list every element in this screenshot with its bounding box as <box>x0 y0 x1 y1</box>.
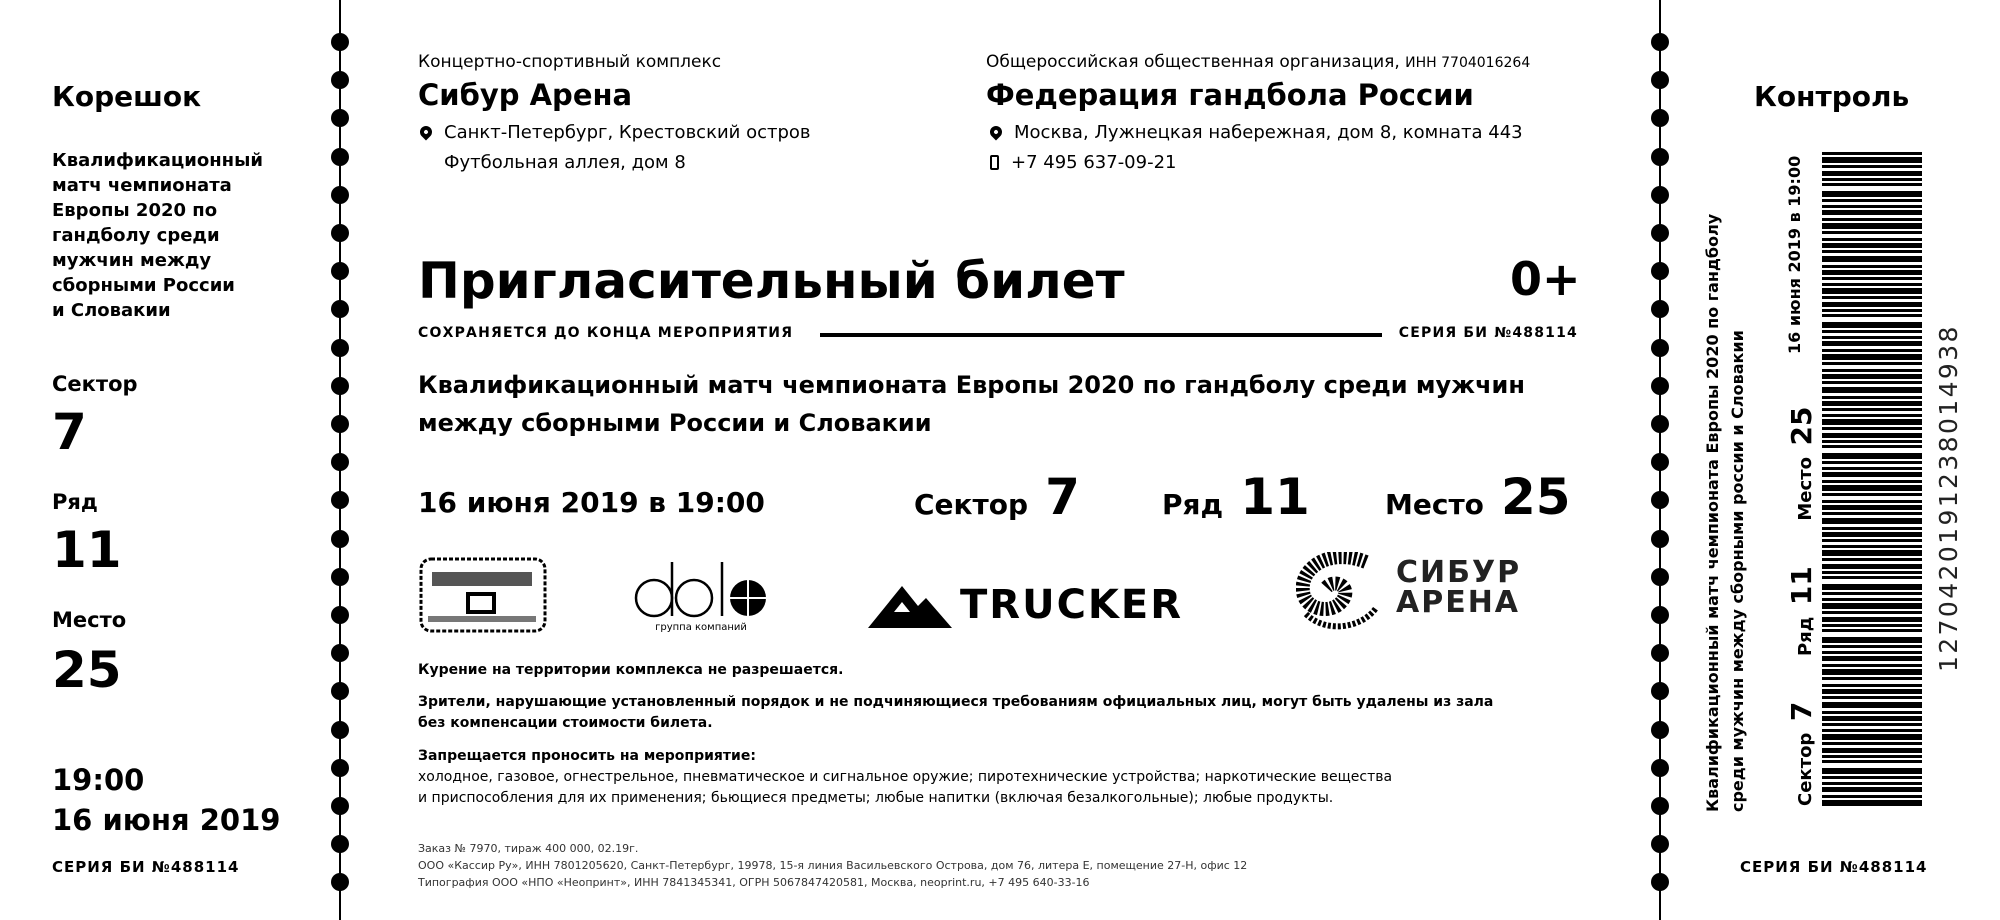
barcode-bar <box>1822 218 1922 221</box>
keep-note-divider <box>820 333 1382 337</box>
barcode-bar <box>1822 302 1922 307</box>
stub-row-value: 11 <box>52 521 122 579</box>
perforation-dot <box>1651 415 1669 433</box>
perforation-dot <box>331 33 349 51</box>
barcode-bar <box>1822 427 1922 430</box>
barcode-bar <box>1822 711 1922 714</box>
barcode-bar <box>1822 664 1922 667</box>
perforation-dot <box>1651 148 1669 166</box>
sibur-wordmark-line2: АРЕНА <box>1396 585 1521 620</box>
barcode-bar <box>1822 645 1922 648</box>
sector-block <box>914 468 1080 526</box>
barcode-bar <box>1822 742 1922 745</box>
perforation-dot <box>331 606 349 624</box>
venue-address <box>420 118 811 178</box>
barcode-bar <box>1822 401 1922 406</box>
smoking-rule: Курение на территории комплекса не разрешается. <box>418 662 844 678</box>
dolo-logo-mark <box>632 556 770 620</box>
barcode-bar <box>1822 336 1922 339</box>
perforation-dot <box>1651 300 1669 318</box>
barcode-bar <box>1822 467 1922 470</box>
forbidden-rule <box>418 746 1518 809</box>
barcode-bar <box>1822 603 1922 609</box>
keep-note: СОХРАНЯЕТСЯ ДО КОНЦА МЕРОПРИЯТИЯ <box>418 325 794 341</box>
barcode-bar <box>1822 171 1922 176</box>
organizer-inn: ИНН 7704016264 <box>1405 55 1531 71</box>
control-series: СЕРИЯ БИ №488114 <box>1740 858 1928 876</box>
sibur-arena-logo <box>1296 552 1578 632</box>
barcode-bar <box>1822 369 1922 372</box>
barcode-bar <box>1822 755 1922 758</box>
perforation-dot <box>1651 530 1669 548</box>
forbidden-line1: холодное, газовое, огнестрельное, пневматическое и сигнальное оружие; пиротехнические устройства; наркотические вещества <box>418 769 1393 785</box>
seat-block <box>1385 468 1571 526</box>
location-pin-icon <box>418 124 435 141</box>
barcode-bar <box>1822 256 1922 262</box>
fine-print-printer: Типография ООО «НПО «Неопринт», ИНН 7841345341, ОГРН 5067847420581, Москва, neoprint.ru, +7 495 640-33-16 <box>418 876 1090 889</box>
perforation-dot <box>1651 453 1669 471</box>
perforation-dot <box>1651 186 1669 204</box>
event-datetime: 16 июня 2019 в 19:00 <box>418 486 765 519</box>
perforation-dot <box>1651 33 1669 51</box>
perforation-dot <box>331 873 349 891</box>
barcode-bar <box>1822 152 1922 155</box>
barcode-bar <box>1822 539 1922 542</box>
perforation-dot <box>331 300 349 318</box>
mountain-icon <box>868 582 952 630</box>
barcode-bar <box>1822 354 1922 360</box>
perforation-dot <box>331 377 349 395</box>
barcode-bar <box>1822 277 1922 280</box>
barcode-bar <box>1822 571 1922 574</box>
barcode-bar <box>1822 558 1922 561</box>
forbidden-line2: и приспособления для их применения; бьющиеся предметы; любые напитки (включая безалкогольные); любые продукты. <box>418 790 1334 806</box>
perforation-dot <box>1651 262 1669 280</box>
forbidden-title: Запрещается проносить на мероприятие: <box>418 748 756 764</box>
perforation-dot <box>331 530 349 548</box>
barcode-bar <box>1822 584 1922 590</box>
barcode-bar <box>1822 283 1922 286</box>
barcode-bar <box>1822 341 1922 346</box>
stub-event-line: и Словакии <box>52 300 171 321</box>
event-title-line1: Квалификационный матч чемпионата Европы 2020 по гандболу среди мужчин <box>418 371 1525 399</box>
fine-print <box>418 840 1518 891</box>
barcode-bar <box>1822 637 1922 643</box>
barcode-bar <box>1822 787 1922 792</box>
barcode-bar <box>1822 387 1922 393</box>
barcode-bar <box>1822 199 1922 202</box>
removal-rule-line1: Зрители, нарушающие установленный порядок и не подчиняющиеся требованиям официальных лиц, могут быть удалены из зала <box>418 694 1494 710</box>
barcode-bar <box>1822 414 1922 417</box>
perforation-dot <box>1651 835 1669 853</box>
barcode-bar <box>1822 157 1922 163</box>
perforation-dot <box>331 759 349 777</box>
barcode-bar <box>1822 330 1922 333</box>
ticket-series: СЕРИЯ БИ №488114 <box>1398 325 1578 341</box>
barcode-bar <box>1822 748 1922 753</box>
stub-event-line: сборными России <box>52 275 235 296</box>
barcode-bar <box>1822 800 1922 806</box>
barcode-bar <box>1822 165 1922 168</box>
perforation-dot <box>1651 377 1669 395</box>
control-event-line2: среди мужчин между сборными россии и Словакии <box>1728 330 1747 812</box>
barcode-bar <box>1822 472 1922 477</box>
perforation-dot <box>1651 873 1669 891</box>
perforation-dot <box>1651 568 1669 586</box>
stub-title: Корешок <box>52 80 202 113</box>
barcode-bar <box>1822 210 1922 215</box>
barcode-bar <box>1822 624 1922 627</box>
perforation-dot <box>331 491 349 509</box>
sector-value: 7 <box>1045 468 1080 526</box>
barcode-bar <box>1822 408 1922 411</box>
perforation-dot <box>1651 606 1669 624</box>
barcode-bar <box>1822 768 1922 774</box>
stub-event-line: Квалификационный <box>52 150 263 171</box>
barcode-bar <box>1822 656 1922 661</box>
location-pin-icon <box>988 124 1005 141</box>
barcode-bar <box>1822 776 1922 779</box>
barcode-bar <box>1822 729 1922 732</box>
row-block <box>1162 468 1310 526</box>
barcode-bar <box>1822 419 1922 425</box>
venue-address-line1: Санкт-Петербург, Крестовский остров <box>444 122 811 143</box>
stub-sector-label: Сектор <box>52 372 138 396</box>
perforation-dot <box>331 339 349 357</box>
barcode-bar <box>1822 518 1922 524</box>
stub-row-label: Ряд <box>52 490 98 514</box>
barcode-bar <box>1822 760 1922 763</box>
barcode-bar <box>1822 532 1922 537</box>
barcode-bar <box>1822 183 1922 186</box>
event-title-line2: между сборными России и Словакии <box>418 409 932 437</box>
barcode-bar <box>1822 250 1922 253</box>
barcode-bar <box>1822 349 1922 352</box>
barcode-bar <box>1822 480 1922 483</box>
perforation-dot <box>331 835 349 853</box>
control-seat-value: 25 <box>1785 406 1818 446</box>
perforation-dot <box>331 262 349 280</box>
stub-event-line: мужчин между <box>52 250 212 271</box>
barcode-bar <box>1822 374 1922 379</box>
organizer-address: Москва, Лужнецкая набережная, дом 8, комната 443 <box>1014 122 1523 143</box>
fine-print-order: Заказ № 7970, тираж 400 000, 02.19г. <box>418 842 639 855</box>
perforation-dot <box>1651 721 1669 739</box>
barcode-bar <box>1822 288 1922 294</box>
perforation-dot <box>1651 224 1669 242</box>
perforation-dot <box>331 797 349 815</box>
organizer-phone: +7 495 637-09-21 <box>1011 152 1177 173</box>
perforation-dot <box>1651 644 1669 662</box>
barcode-bar <box>1822 396 1922 399</box>
control-row-label: Ряд <box>1795 616 1816 657</box>
stub-time: 19:00 <box>52 763 145 797</box>
barcode-number: 1270420191238014938 <box>1934 324 1963 672</box>
barcode-bar <box>1822 592 1922 595</box>
control-event-line1: Квалификационный матч чемпионата Европы 2020 по гандболу <box>1703 213 1722 812</box>
barcode-bar <box>1822 243 1922 248</box>
control-row-value: 11 <box>1785 566 1818 606</box>
removal-rule-line2: без компенсации стоимости билета. <box>418 715 713 731</box>
barcode-bar <box>1822 550 1922 556</box>
barcode-bar <box>1822 723 1922 726</box>
sibur-wordmark <box>1396 555 1522 620</box>
organizer-caption-text: Общероссийская общественная организация, <box>986 52 1400 72</box>
barcode-bar <box>1822 296 1922 299</box>
perforation-dot <box>1651 71 1669 89</box>
organizer-contacts <box>990 118 1523 178</box>
barcode-bar <box>1822 493 1922 496</box>
barcode-bar <box>1822 381 1922 384</box>
barcode-bar <box>1822 453 1922 459</box>
fine-print-seller: ООО «Кассир Ру», ИНН 7801205620, Санкт-Петербург, 19978, 15-я линия Васильевского Острова, дом 76, литера Е, помещение 27-Н, офис 12 <box>418 859 1248 872</box>
barcode-bar <box>1822 611 1922 614</box>
age-rating: 0+ <box>1510 252 1581 306</box>
stamp-logo <box>418 556 548 634</box>
control-event-description <box>1700 214 1750 812</box>
stub-event-line: Европы 2020 по <box>52 200 218 221</box>
control-seat-label: Место <box>1795 457 1816 521</box>
barcode-bar <box>1822 702 1922 708</box>
barcode-bar <box>1822 205 1922 208</box>
barcode-bar <box>1822 362 1922 365</box>
seat-label: Место <box>1385 488 1484 521</box>
control-sector-label: Сектор <box>1795 732 1816 806</box>
barcode-bar <box>1822 445 1922 448</box>
barcode-bar <box>1822 598 1922 601</box>
stub-date: 16 июня 2019 <box>52 803 281 837</box>
perforation-dot <box>331 644 349 662</box>
stub-event-line: гандболу среди <box>52 225 220 246</box>
row-label: Ряд <box>1162 488 1224 521</box>
barcode-bar <box>1822 651 1922 654</box>
perforation-dot <box>331 71 349 89</box>
perforation-dot <box>331 224 349 242</box>
barcode-bar <box>1822 696 1922 699</box>
sibur-swirl-icon <box>1296 552 1382 632</box>
barcode-bar <box>1822 677 1922 680</box>
barcode-bar <box>1822 500 1922 503</box>
row-value: 11 <box>1240 468 1310 526</box>
barcode-bar <box>1822 545 1922 548</box>
barcode-bar <box>1822 684 1922 687</box>
keep-note-row <box>418 325 1578 345</box>
perforation-dot <box>1651 109 1669 127</box>
barcode <box>1822 152 1922 808</box>
perforation-dot <box>331 186 349 204</box>
stub-seat-label: Место <box>52 608 127 632</box>
barcode-bar <box>1822 461 1922 464</box>
barcode-bar <box>1822 669 1922 675</box>
perforation-dot <box>1651 339 1669 357</box>
control-seat-info <box>1782 406 1826 806</box>
barcode-bar <box>1822 716 1922 721</box>
stub-seat-value: 25 <box>52 641 122 699</box>
barcode-bar <box>1822 433 1922 438</box>
barcode-bar <box>1822 527 1922 530</box>
barcode-bar <box>1822 309 1922 312</box>
venue-name: Сибур Арена <box>418 78 633 112</box>
perforation-dot <box>331 721 349 739</box>
stub-sector-value: 7 <box>52 403 87 461</box>
dolo-logo <box>632 556 770 634</box>
stub-series: СЕРИЯ БИ №488114 <box>52 858 240 876</box>
seat-value: 25 <box>1501 468 1571 526</box>
perforation-dot <box>1651 491 1669 509</box>
barcode-bar <box>1822 265 1922 268</box>
barcode-bar <box>1822 322 1922 328</box>
sector-label: Сектор <box>914 488 1029 521</box>
barcode-bar <box>1822 231 1922 234</box>
sibur-wordmark-line1: СИБУР <box>1396 555 1522 590</box>
control-sector-value: 7 <box>1785 701 1818 722</box>
perforation-dot <box>331 453 349 471</box>
barcode-bar <box>1822 270 1922 275</box>
phone-icon <box>990 155 999 170</box>
perforation-dot <box>331 148 349 166</box>
stub-event-line: матч чемпионата <box>52 175 232 196</box>
event-title <box>418 366 1578 442</box>
removal-rule <box>418 692 1518 734</box>
control-title: Контроль <box>1754 80 1910 113</box>
dolo-caption: группа компаний <box>655 622 747 633</box>
barcode-bar <box>1822 629 1922 632</box>
organizer-caption <box>986 52 1530 72</box>
control-datetime: 16 июня 2019 в 19:00 <box>1785 155 1804 354</box>
barcode-bar <box>1822 440 1922 443</box>
barcode-bar <box>1822 314 1922 317</box>
barcode-bar <box>1822 223 1922 229</box>
barcode-bar <box>1822 734 1922 740</box>
perforation-dot <box>1651 759 1669 777</box>
venue-address-line2: Футбольная аллея, дом 8 <box>444 152 686 173</box>
barcode-bar <box>1822 782 1922 785</box>
barcode-bar <box>1822 689 1922 694</box>
perforation-dot <box>1651 797 1669 815</box>
barcode-bar <box>1822 512 1922 515</box>
stub-datetime <box>52 760 280 840</box>
barcode-bar <box>1822 617 1922 622</box>
venue-caption: Концертно-спортивный комплекс <box>418 52 722 72</box>
ticket-title: Пригласительный билет <box>418 252 1125 310</box>
perforation-dot <box>1651 682 1669 700</box>
barcode-bar <box>1822 191 1922 197</box>
perforation-dot <box>331 415 349 433</box>
barcode-bar <box>1822 576 1922 579</box>
trucker-wordmark: TRUCKER <box>960 582 1184 628</box>
barcode-bar <box>1822 564 1922 569</box>
perforation-dot <box>331 568 349 586</box>
barcode-bar <box>1822 485 1922 491</box>
barcode-bar <box>1822 238 1922 241</box>
organizer-name: Федерация гандбола России <box>986 78 1474 112</box>
perforation-dot <box>331 109 349 127</box>
perforation-dot <box>331 682 349 700</box>
barcode-bar <box>1822 178 1922 181</box>
stub-event-description <box>52 148 282 323</box>
barcode-bar <box>1822 505 1922 510</box>
barcode-bar <box>1822 795 1922 798</box>
